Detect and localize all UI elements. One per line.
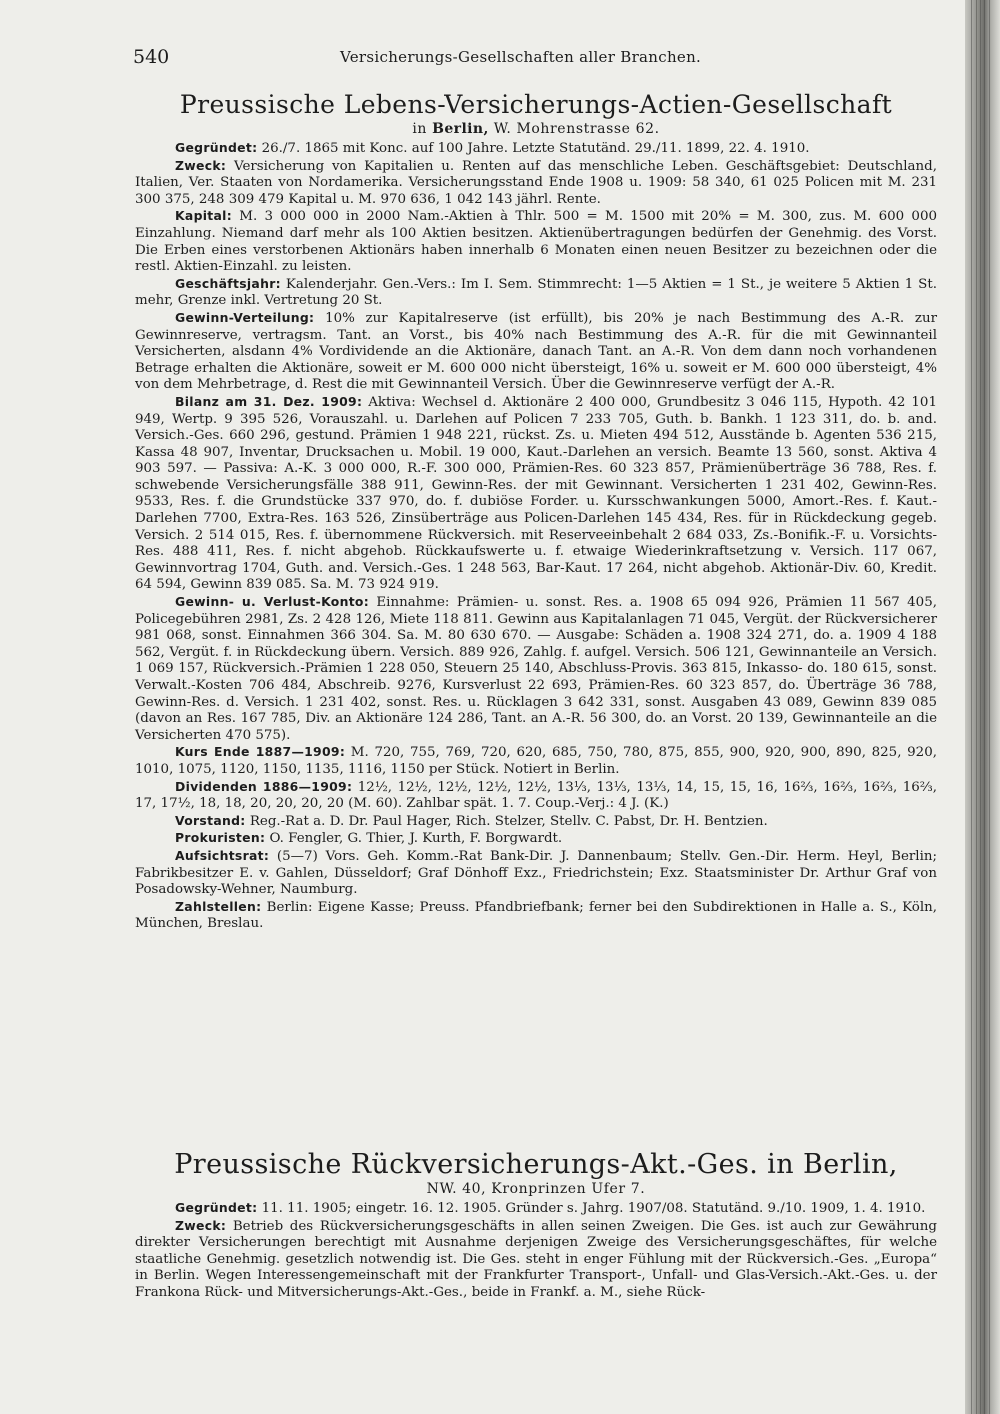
para-label: Gewinn-Verteilung:: [175, 309, 315, 325]
para-text: Versicherung von Kapitalien u. Renten auf das menschliche Leben. Geschäftsgebiet: Deutschland, Italien, Ver. Staaten von Nordamerika. Versicherungsstand Ende 1908 u. 1909: 58 340, 61 025 Policen mit M. 231 300 375, 248 309 479 Kapital u. M. 970 636, 1 042 143 jährl. Rente.: [135, 158, 937, 207]
para-label: Bilanz am 31. Dez. 1909:: [175, 393, 363, 409]
para-bilanz: [135, 394, 937, 594]
para-label: Gegründet:: [175, 1200, 258, 1215]
para-zahlstellen: [135, 899, 937, 933]
page-number: 540: [133, 46, 170, 68]
para-text: Betrieb des Rückversicherungsgeschäfts in allen seinen Zweigen. Die Ges. ist auch zur Gewährung direkter Versicherungen berechtigt mit Ausnahme derjenigen Zweige des Versicherungsgeschäftes, für welche staatliche Genehmig. gesetzlich notwendig ist. Die Ges. steht in enger Fühlung mit der Rückversich.-Ges. „Europa“ in Berlin. Wegen Interessengemeinschaft mit der Frankfurter Transport-, Unfall- und Glas-Versich.-Akt.-Ges. u. der Frankona Rück- und Mitversicherungs-Akt.-Ges., beide in Frankf. a. M., siehe Rück-: [135, 1218, 937, 1300]
company-entry-lebens: [135, 90, 937, 933]
running-title: Versicherungs-Gesellschaften aller Branchen.: [340, 48, 702, 66]
address-prefix: in: [412, 121, 428, 137]
para-label: Prokuristen:: [175, 830, 266, 846]
para-label: Aufsichtsrat:: [175, 847, 270, 863]
para-text: M. 720, 755, 769, 720, 620, 685, 750, 780, 875, 855, 900, 920, 900, 890, 825, 920, 1010, 1075, 1120, 1150, 1135, 1116, 1150 per Stück. Notiert in Berlin.: [135, 745, 937, 777]
para-gewinn-verteilung: [135, 310, 937, 394]
para-label: Geschäftsjahr:: [175, 275, 281, 291]
para-label: Kapital:: [175, 208, 232, 224]
company-address: [135, 1180, 937, 1198]
para-text: M. 3 000 000 in 2000 Nam.-Aktien à Thlr. 500 = M. 1500 mit 20% = M. 300, zus. M. 600 000 Einzahlung. Niemand darf mehr als 100 Aktien besitzen. Aktienübertragungen bedürfen der Genehmig. des Vorst. Die Erben eines verstorbenen Aktionärs haben innerhalb 6 Monaten einen neuen Besitzer zu bezeichnen oder die restl. Aktien-Einzahl. zu leisten.: [135, 209, 937, 275]
company-entry-rueckversicherung: [135, 1150, 937, 1302]
para-text: O. Fengler, G. Thier, J. Kurth, F. Borgwardt.: [269, 831, 563, 847]
para-label: Zweck:: [175, 157, 227, 173]
para-text: Reg.-Rat a. D. Dr. Paul Hager, Rich. Stelzer, Stellv. C. Pabst, Dr. H. Bentzien.: [249, 813, 768, 829]
company-title: Preussische Rückversicherungs-Akt.-Ges. in Berlin,: [174, 1149, 898, 1180]
para-gegruendet: [135, 1200, 937, 1218]
para-text: 10% zur Kapitalreserve (ist erfüllt), bis 20% je nach Bestimmung des A.-R. zur Gewinnreserve, vertragsm. Tant. an Vorst., bis 40% nach Bestimmung des A.-R. für die mit Gewinnanteil Versicherten, alsdann 4% Vordividende an die Aktionäre, danach Tant. an A.-R. Von dem dann noch vorhandenen Betrage erhalten die Aktionäre, soweit er M. 600 000 nicht übersteigt, 16% u. soweit er M. 600 000 übersteigt, 4% von dem Mehrbetrage, d. Rest die mit Gewinnanteil Versich. Über die Gewinnreserve verfügt der A.-R.: [135, 310, 937, 393]
para-text: 12½, 12½, 12½, 12½, 12½, 13⅓, 13⅓, 13⅓, 14, 15, 15, 16, 16⅔, 16⅔, 16⅔, 16⅔, 17, 17½, 18, 18, 20, 20, 20, 20 (M. 60). Zahlbar spät. 1. 7. Coup.-Verj.: 4 J. (K.): [135, 779, 938, 812]
para-label: Kurs Ende 1887—1909:: [175, 744, 346, 760]
para-zweck: [135, 158, 937, 209]
para-text: 11. 11. 1905; eingetr. 16. 12. 1905. Gründer s. Jahrg. 1907/08. Statutänd. 9./10. 1909, 1. 4. 1910.: [261, 1201, 926, 1216]
para-text: Kalenderjahr. Gen.-Vers.: Im I. Sem. Stimmrecht: 1—5 Aktien = 1 St., je weitere 5 Aktien 1 St. mehr, Grenze inkl. Vertretung 20 St.: [135, 276, 937, 309]
para-label: Gewinn- u. Verlust-Konto:: [175, 594, 369, 610]
para-label: Zahlstellen:: [175, 898, 262, 914]
address-street: W. Mohrenstrasse 62.: [493, 121, 660, 137]
para-label: Dividenden 1886—1909:: [175, 778, 353, 794]
address-street: NW. 40, Kronprinzen Ufer 7.: [426, 1181, 646, 1197]
book-page-edge: [965, 0, 1000, 1414]
para-gewinn-verlust: [135, 594, 937, 744]
para-text: Aktiva: Wechsel d. Aktionäre 2 400 000, Grundbesitz 3 046 115, Hypoth. 42 101 949, Wertp. 9 395 526, Vorauszahl. u. Darlehen auf Policen 7 233 705, Guth. b. Bankh. 1 123 311, do. b. and. Versich.-Ges. 660 296, gestund. Prämien 1 948 221, rückst. Zs. u. Mieten 494 512, Ausstände b. Agenten 536 215, Kassa 48 907, Inventar, Drucksachen u. Mobil. 19 000, Kaut.-Darlehen an versich. Beamte 13 560, sonst. Aktiva 4 903 597. — Passiva: A.-K. 3 000 000, R.-F. 300 000, Prämien-Res. 60 323 857, Prämienüberträge 36 788, Res. f. schwebende Versicherungsfälle 388 911, Gewinn-Res. der mit Gewinnant. Versicherten 1 231 402, Gewinn-Res. 9533, Res. f. die Grundstücke 337 970, do. f. dubiöse Forder. u. Kursschwankungen 5000, Amort.-Res. f. Kaut.-Darlehen 7700, Extra-Res. 163 526, Zinsüberträge aus Policen-Darlehen 145 434, Res. für in Rückdeckung gegeb. Versich. 2 514 015, Res. f. übernommene Rückversich. mit Reserveeinbehalt 2 684 033, Zs.-Bonifik.-F. u. Vorsichts-Res. 488 411, Res. f. nicht abgehob. Rückkaufswerte u. f. etwaige Wiederinkraftsetzung v. Versich. 117 067, Gewinnvortrag 1704, Guth. and. Versich.-Ges. 1 248 563, Bar-Kaut. 17 264, nicht abgehob. Aktionär-Div. 60, Kredit. 64 594, Gewinn 839 085. Sa. M. 73 924 919.: [135, 394, 937, 593]
para-aufsichtsrat: [135, 848, 937, 899]
company-title: Preussische Lebens-Versicherungs-Actien-Gesellschaft: [179, 90, 893, 119]
para-label: Zweck:: [175, 1217, 227, 1233]
para-dividenden: [135, 779, 937, 813]
page-header: [133, 46, 938, 70]
entry-paragraphs: [135, 140, 937, 933]
para-gegruendet: [135, 140, 937, 158]
para-kurs: [135, 744, 937, 778]
company-address: [135, 120, 937, 138]
para-prokuristen: [135, 830, 937, 848]
para-label: Vorstand:: [175, 812, 246, 828]
para-vorstand: [135, 813, 937, 831]
address-city: Berlin,: [432, 121, 489, 137]
para-text: (5—7) Vors. Geh. Komm.-Rat Bank-Dir. J. Dannenbaum; Stellv. Gen.-Dir. Herm. Heyl, Berlin; Fabrikbesitzer E. v. Gahlen, Düsseldorf; Graf Dönhoff Exz., Friedrichstein; Exz. Staatsminister Dr. Arthur Graf von Posadowsky-Wehner, Naumburg.: [135, 848, 938, 898]
para-text: Berlin: Eigene Kasse; Preuss. Pfandbriefbank; ferner bei den Subdirektionen in Halle a. S., Köln, München, Breslau.: [135, 899, 937, 932]
para-label: Gegründet:: [175, 140, 258, 155]
para-geschaeftsjahr: [135, 276, 937, 310]
para-zweck: [135, 1218, 937, 1302]
para-kapital: [135, 208, 937, 275]
entry-paragraphs: [135, 1200, 937, 1302]
para-text: Einnahme: Prämien- u. sonst. Res. a. 1908 65 094 926, Prämien 11 567 405, Policegebühren 2981, Zs. 2 428 126, Miete 118 811. Gewinn aus Kapitalanlagen 71 045, Vergüt. der Rückversicherer 981 068, sonst. Einnahmen 366 304. Sa. M. 80 630 670. — Ausgabe: Schäden a. 1908 324 271, do. a. 1909 4 188 562, Vergüt. f. in Rückdeckung übern. Versich. 889 926, Zahlg. f. aufgel. Versich. 506 121, Gewinnanteile an Versich. 1 069 157, Rückversich.-Prämien 1 228 050, Steuern 25 140, Abschluss-Provis. 363 815, Inkasso- do. 180 615, sonst. Verwalt.-Kosten 706 484, Abschreib. 9276, Kursverlust 22 693, Prämien-Res. 60 323 857, do. Überträge 36 788, Gewinn-Res. d. Versich. 1 231 402, sonst. Res. u. Rücklagen 3 642 331, sonst. Ausgaben 43 089, Gewinn 839 085 (davon an Res. 167 785, Div. an Aktionäre 124 286, Tant. an A.-R. 56 300, do. an Vorst. 20 139, Gewinnanteile an die Versicherten 470 575).: [135, 595, 937, 743]
para-text: 26./7. 1865 mit Konc. auf 100 Jahre. Letzte Statutänd. 29./11. 1899, 22. 4. 1910.: [261, 141, 810, 156]
